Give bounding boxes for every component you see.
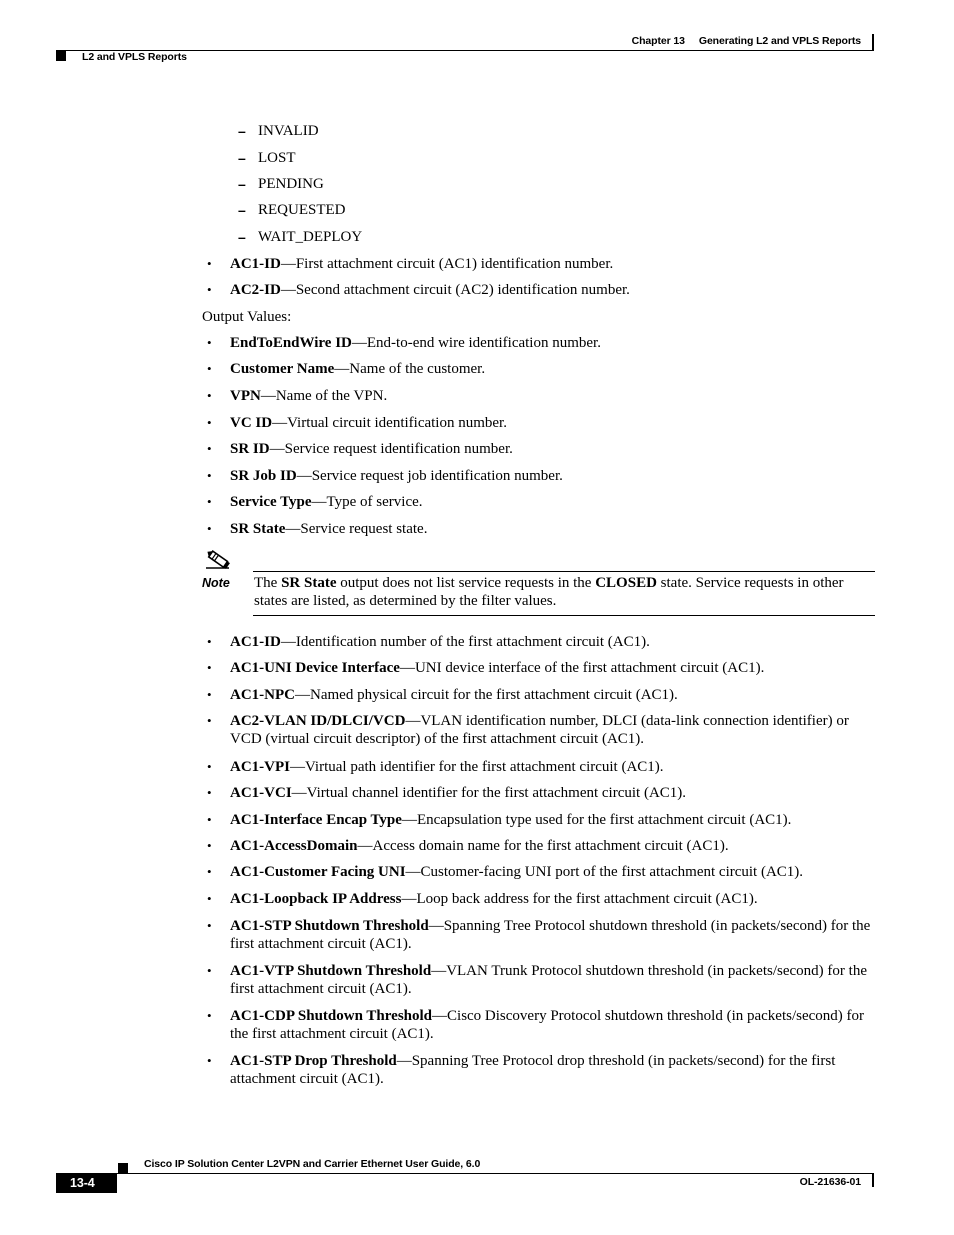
bullet-marker: • xyxy=(207,388,212,403)
description: —Service request job identification number. xyxy=(296,468,563,484)
description: —Name of the VPN. xyxy=(260,388,388,404)
term: Customer Name xyxy=(230,361,335,377)
bullet-marker: • xyxy=(207,494,212,509)
term: AC1-NPC xyxy=(230,687,295,703)
bullet-marker: • xyxy=(207,256,212,271)
term: AC1-UNI Device Interface xyxy=(230,660,400,676)
chapter-number: Chapter 13 xyxy=(631,35,685,47)
term: SR State xyxy=(230,521,286,537)
description: —Virtual path identifier for the first attachment circuit (AC1). xyxy=(290,759,664,775)
list-item-text: INVALID xyxy=(258,123,319,139)
term: AC2-ID xyxy=(230,282,281,298)
description: —Type of service. xyxy=(311,494,423,510)
bullet-marker: • xyxy=(207,1008,212,1023)
term: AC1-Customer Facing UNI xyxy=(230,864,406,880)
term: AC1-ID xyxy=(230,256,281,272)
description: —Spanning Tree Protocol drop threshold (in packets/second) for the first attachment circuit (AC1). xyxy=(230,1053,836,1087)
bullet-marker: • xyxy=(207,963,212,978)
description: —Loop back address for the first attachment circuit (AC1). xyxy=(401,891,758,907)
dash-marker: – xyxy=(238,123,246,139)
section-title: L2 and VPLS Reports xyxy=(82,51,187,63)
bullet-marker: • xyxy=(207,1053,212,1068)
document-number: OL-21636-01 xyxy=(799,1176,861,1188)
bullet-marker: • xyxy=(207,759,212,774)
note-term: SR State xyxy=(281,575,337,591)
bullet-marker: • xyxy=(207,785,212,800)
dash-marker: – xyxy=(238,176,246,192)
description: —End-to-end wire identification number. xyxy=(351,335,601,351)
dash-marker: – xyxy=(238,150,246,166)
bullet-marker: • xyxy=(207,282,212,297)
term: Service Type xyxy=(230,494,312,510)
description: —Cisco Discovery Protocol shutdown threshold (in packets/second) for the first attachment circuit (AC1). xyxy=(230,1008,865,1042)
footer-rule xyxy=(56,1173,874,1174)
term: SR ID xyxy=(230,441,270,457)
note-text xyxy=(254,574,874,610)
bullet-marker: • xyxy=(207,812,212,827)
bullet-marker: • xyxy=(207,441,212,456)
term: AC1-CDP Shutdown Threshold xyxy=(230,1008,433,1024)
footer-book-title: Cisco IP Solution Center L2VPN and Carrier Ethernet User Guide, 6.0 xyxy=(144,1158,481,1170)
list-item-text: WAIT_DEPLOY xyxy=(258,229,363,245)
dash-marker: – xyxy=(238,202,246,218)
term: AC1-VTP Shutdown Threshold xyxy=(230,963,432,979)
description: —UNI device interface of the first attachment circuit (AC1). xyxy=(399,660,765,676)
description: —Virtual circuit identification number. xyxy=(272,415,507,431)
term: SR Job ID xyxy=(230,468,297,484)
bullet-marker: • xyxy=(207,687,212,702)
running-header-right xyxy=(632,35,861,47)
description: —Service request identification number. xyxy=(269,441,513,457)
term: EndToEndWire ID xyxy=(230,335,352,351)
list-item-text: LOST xyxy=(258,150,296,166)
description: —Service request state. xyxy=(285,521,428,537)
description: —VLAN Trunk Protocol shutdown threshold (in packets/second) for the first attachment circuit (AC1). xyxy=(230,963,867,997)
term: VC ID xyxy=(230,415,273,431)
footer-rule-vertical xyxy=(872,1173,874,1187)
term: AC1-Loopback IP Address xyxy=(230,891,402,907)
term: AC1-Interface Encap Type xyxy=(230,812,402,828)
bullet-marker: • xyxy=(207,660,212,675)
dash-marker: – xyxy=(238,229,246,245)
bullet-marker: • xyxy=(207,335,212,350)
description: —Access domain name for the first attachment circuit (AC1). xyxy=(357,838,729,854)
note-text-part: state. Service requests in other states are listed, as determined by the filter values. xyxy=(254,575,844,609)
header-marker-block xyxy=(56,51,66,61)
pencil-note-icon xyxy=(203,549,231,571)
bullet-marker: • xyxy=(207,361,212,376)
bullet-marker: • xyxy=(207,521,212,536)
description: —VLAN identification number, DLCI (data-link connection identifier) or VCD (virtual circuit descriptor) of the first attachment circuit (AC1). xyxy=(230,713,849,747)
bullet-marker: • xyxy=(207,838,212,853)
term: AC2-VLAN ID/DLCI/VCD xyxy=(230,713,406,729)
term: AC1-AccessDomain xyxy=(230,838,358,854)
description: —Second attachment circuit (AC2) identification number. xyxy=(280,282,630,298)
note-rule-bottom xyxy=(253,615,875,616)
note-label: Note xyxy=(202,576,230,590)
term: AC1-STP Shutdown Threshold xyxy=(230,918,429,934)
bullet-marker: • xyxy=(207,634,212,649)
note-rule-top xyxy=(253,571,875,572)
term: AC1-VCI xyxy=(230,785,292,801)
list-item-text: REQUESTED xyxy=(258,202,346,218)
term: AC1-VPI xyxy=(230,759,290,775)
list-item-text: PENDING xyxy=(258,176,324,192)
chapter-title: Generating L2 and VPLS Reports xyxy=(698,35,861,47)
page-number: 13-4 xyxy=(70,1176,95,1190)
description: —Named physical circuit for the first attachment circuit (AC1). xyxy=(295,687,678,703)
bullet-marker: • xyxy=(207,864,212,879)
bullet-marker: • xyxy=(207,415,212,430)
bullet-marker: • xyxy=(207,468,212,483)
description: —Spanning Tree Protocol shutdown threshold (in packets/second) for the first attachment circuit (AC1). xyxy=(230,918,871,952)
description: —Name of the customer. xyxy=(334,361,486,377)
term: AC1-STP Drop Threshold xyxy=(230,1053,397,1069)
bullet-marker: • xyxy=(207,891,212,906)
description: —Customer-facing UNI port of the first attachment circuit (AC1). xyxy=(405,864,804,880)
note-text-part: output does not list service requests in the xyxy=(336,575,596,591)
bullet-marker: • xyxy=(207,713,212,728)
description: —Identification number of the first attachment circuit (AC1). xyxy=(280,634,650,650)
description: —First attachment circuit (AC1) identification number. xyxy=(280,256,614,272)
description: —Virtual channel identifier for the first attachment circuit (AC1). xyxy=(291,785,687,801)
description: —Encapsulation type used for the first attachment circuit (AC1). xyxy=(401,812,792,828)
note-text-part: The xyxy=(254,575,282,591)
footer-marker-block xyxy=(118,1163,128,1173)
header-rule-vertical xyxy=(872,34,874,50)
bullet-marker: • xyxy=(207,918,212,933)
term: AC1-ID xyxy=(230,634,281,650)
term: VPN xyxy=(230,388,261,404)
output-values-label: Output Values: xyxy=(202,309,292,325)
note-term: CLOSED xyxy=(595,575,657,591)
